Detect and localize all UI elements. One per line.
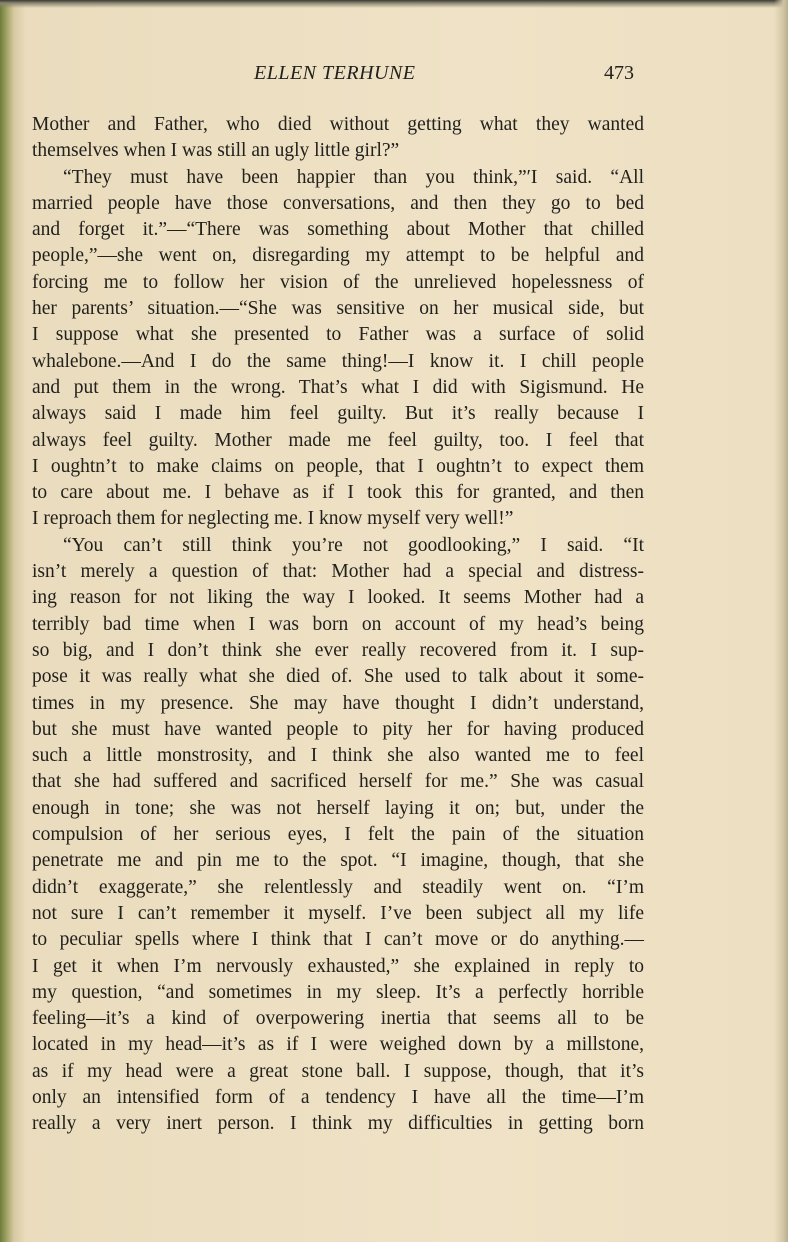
text-line: enough in tone; she was not herself laying it on; but, under the bbox=[32, 797, 644, 819]
text-line: really a very inert person. I think my difficulties in getting born bbox=[32, 1113, 644, 1135]
text-line: and forget it.”—“There was something about Mother that chilled bbox=[32, 219, 644, 241]
text-line: to care about me. I behave as if I took this for granted, and then bbox=[32, 482, 644, 504]
text-line: located in my head—it’s as if I were weighed down by a millstone, bbox=[32, 1034, 644, 1056]
text-line: “They must have been happier than you think,”′I said. “All bbox=[63, 166, 644, 188]
text-line: always feel guilty. Mother made me feel guilty, too. I feel that bbox=[32, 429, 644, 451]
text-line: my question, “and sometimes in my sleep. It’s a perfectly horrible bbox=[32, 981, 644, 1003]
text-line: compulsion of her serious eyes, I felt the pain of the situation bbox=[32, 824, 644, 846]
text-line: pose it was really what she died of. She used to talk about it some- bbox=[32, 666, 644, 688]
text-line: ing reason for not liking the way I looked. It seems Mother had a bbox=[32, 587, 644, 609]
text-line: married people have those conversations, and then they go to bed bbox=[32, 192, 644, 214]
text-line: feeling—it’s a kind of overpowering inertia that seems all to be bbox=[32, 1008, 644, 1030]
text-line: “You can’t still think you’re not goodlooking,” I said. “It bbox=[63, 534, 644, 556]
text-line: I get it when I’m nervously exhausted,” she explained in reply to bbox=[32, 955, 644, 977]
text-line: and put them in the wrong. That’s what I did with Sigismund. He bbox=[32, 376, 644, 398]
text-line: I oughtn’t to make claims on people, that I oughtn’t to expect them bbox=[32, 455, 644, 477]
text-line: only an intensified form of a tendency I have all the time—I’m bbox=[32, 1086, 644, 1108]
text-line: but she must have wanted people to pity her for having produced bbox=[32, 718, 644, 740]
body-text bbox=[32, 112, 644, 1138]
text-line: not sure I can’t remember it myself. I’ve been subject all my life bbox=[32, 902, 644, 924]
text-line: penetrate me and pin me to the spot. “I imagine, though, that she bbox=[32, 850, 644, 872]
text-line: times in my presence. She may have thought I didn’t understand, bbox=[32, 692, 644, 714]
text-line: people,”—she went on, disregarding my attempt to be helpful and bbox=[32, 245, 644, 267]
text-line: that she had suffered and sacrificed herself for me.” She was casual bbox=[32, 771, 644, 793]
text-line: so big, and I don’t think she ever really recovered from it. I sup- bbox=[32, 639, 644, 661]
text-line: forcing me to follow her vision of the unrelieved hopelessness of bbox=[32, 271, 644, 293]
running-title: ELLEN TERHUNE bbox=[254, 62, 416, 84]
text-line: terribly bad time when I was born on account of my head’s being bbox=[32, 613, 644, 635]
text-line: Mother and Father, who died without getting what they wanted bbox=[32, 114, 644, 135]
text-line: I suppose what she presented to Father was a surface of solid bbox=[32, 324, 644, 346]
text-line: isn’t merely a question of that: Mother had a special and distress- bbox=[32, 561, 644, 583]
text-line: her parents’ situation.—“She was sensitive on her musical side, but bbox=[32, 298, 644, 320]
text-line: I reproach them for neglecting me. I know myself very well!” bbox=[32, 508, 514, 530]
running-head bbox=[0, 62, 788, 88]
text-line: as if my head were a great stone ball. I suppose, though, that it’s bbox=[32, 1060, 644, 1082]
page-number: 473 bbox=[604, 62, 634, 84]
text-line: themselves when I was still an ugly little girl?” bbox=[32, 140, 400, 162]
text-line: such a little monstrosity, and I think she also wanted me to feel bbox=[32, 745, 644, 767]
text-line: didn’t exaggerate,” she relentlessly and steadily went on. “I’m bbox=[32, 876, 644, 898]
text-line: whalebone.—And I do the same thing!—I know it. I chill people bbox=[32, 350, 644, 372]
text-line: to peculiar spells where I think that I can’t move or do anything.— bbox=[32, 929, 644, 951]
text-line: always said I made him feel guilty. But it’s really because I bbox=[32, 403, 644, 425]
